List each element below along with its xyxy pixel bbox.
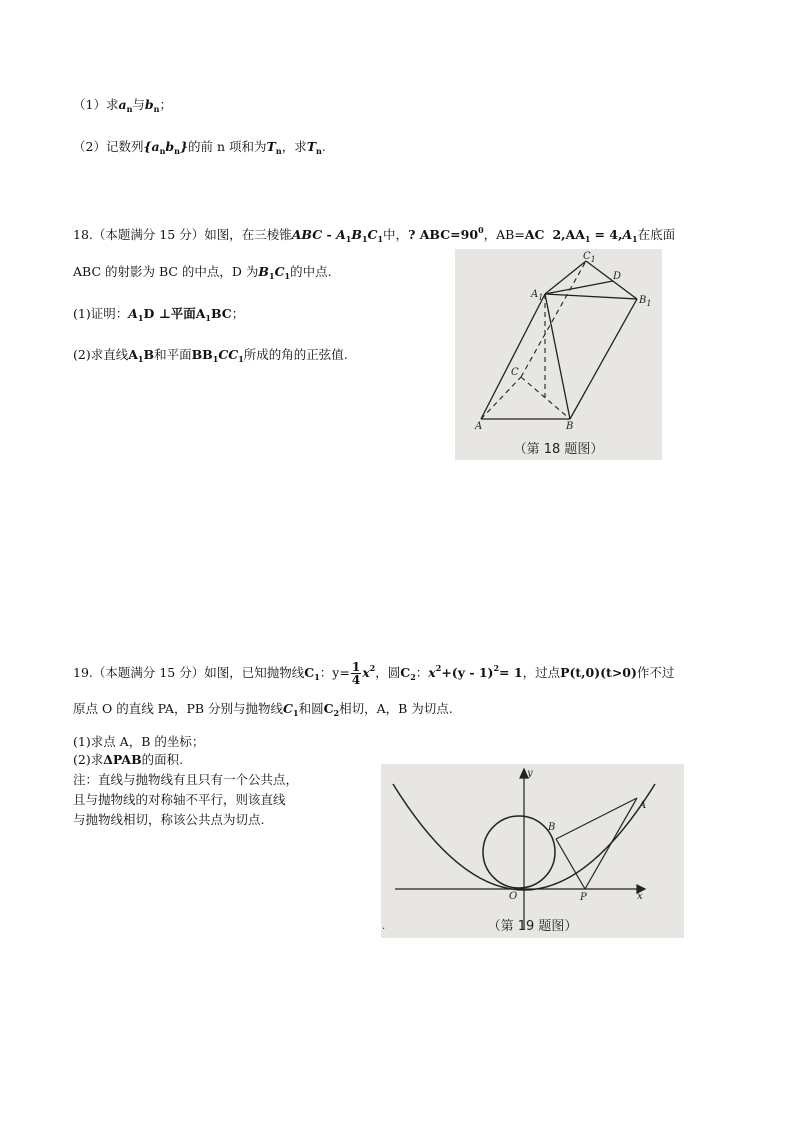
q19-note-line3: 与抛物线相切，称该公共点为切点. bbox=[73, 812, 265, 827]
segment-A1D bbox=[545, 281, 613, 294]
label-B: B bbox=[548, 822, 556, 833]
edge-AA1 bbox=[481, 294, 545, 419]
prism-diagram bbox=[455, 249, 662, 460]
q17-part2: （2）记数列$\{a_nb_n\}$的前 n 项和为$T_n$，求$T_n$. bbox=[73, 139, 326, 156]
label-C1: $C_1$ bbox=[583, 251, 596, 264]
q19-figure bbox=[381, 764, 684, 938]
label-x: x bbox=[637, 891, 643, 902]
q19-note-line2: 且与抛物线的对称轴不平行，则该直线 bbox=[73, 792, 286, 807]
label-P: P bbox=[580, 892, 587, 903]
parabola-circle-diagram bbox=[381, 764, 684, 938]
q18-figure bbox=[455, 249, 662, 460]
fraction-one-quarter: $\frac{1}{4}$ bbox=[351, 660, 361, 687]
label-A1: $A_1$ bbox=[531, 289, 544, 302]
q18-stem-line2: ABC 的射影为 BC 的中点，D 为$B_1C_1$的中点. bbox=[73, 264, 332, 281]
q19-stem-line1: 19.（本题满分 15 分）如图，已知抛物线$C_1$：y= $\frac{1}{4}$ $x^2$，圆$C_2$：$x^2+(y - 1)^2= 1$，过点P(t,0)(t>0)作不过 bbox=[73, 660, 675, 687]
q18-part2: (2)求直线$A_1B$和平面$BB_1CC_1$所成的角的正弦值. bbox=[73, 347, 348, 364]
q19-part2: (2)求ΔPAB的面积. bbox=[73, 752, 184, 767]
label-A: A bbox=[475, 421, 483, 432]
edge-BB1 bbox=[570, 299, 637, 419]
label-C: C bbox=[511, 367, 519, 378]
q19-note-line1: 注：直线与抛物线有且只有一个公共点， bbox=[73, 772, 299, 787]
stray-dot: . bbox=[382, 921, 386, 932]
q19-part1: (1)求点 A，B 的坐标； bbox=[73, 734, 205, 749]
label-A: A bbox=[639, 800, 647, 811]
label-y: y bbox=[527, 768, 533, 779]
label-B1: $B_1$ bbox=[639, 295, 652, 308]
label-D: D bbox=[613, 271, 622, 282]
q18-stem-line1: 18.（本题满分 15 分）如图，在三棱锥ABC - $A_1B_1C_1$中，? $ABC=90^0$，AB=AC $2,AA_1 = 4,A_1$在底面 bbox=[73, 225, 676, 244]
edge-CC1-dashed bbox=[521, 261, 586, 377]
q19-figure-caption: （第 19 题图） bbox=[487, 919, 578, 934]
label-B: B bbox=[566, 421, 574, 432]
q18-part1: (1)证明：$A_1D$ ⊥平面$A_1BC$； bbox=[73, 306, 245, 323]
circle-C2 bbox=[483, 816, 555, 888]
label-O: O bbox=[509, 891, 518, 902]
edge-A1B1 bbox=[545, 294, 637, 299]
edge-A1C1 bbox=[545, 261, 586, 294]
q17-part1: （1）求$a_n$与$b_n$； bbox=[73, 97, 172, 114]
edge-AC-dashed bbox=[481, 377, 521, 419]
edge-C1B1 bbox=[586, 261, 637, 299]
q19-stem-line2: 原点 O 的直线 PA，PB 分别与抛物线$C_1$和圆$C_2$相切，A，B 为切点. bbox=[73, 701, 453, 718]
q18-figure-caption: （第 18 题图） bbox=[513, 442, 604, 457]
